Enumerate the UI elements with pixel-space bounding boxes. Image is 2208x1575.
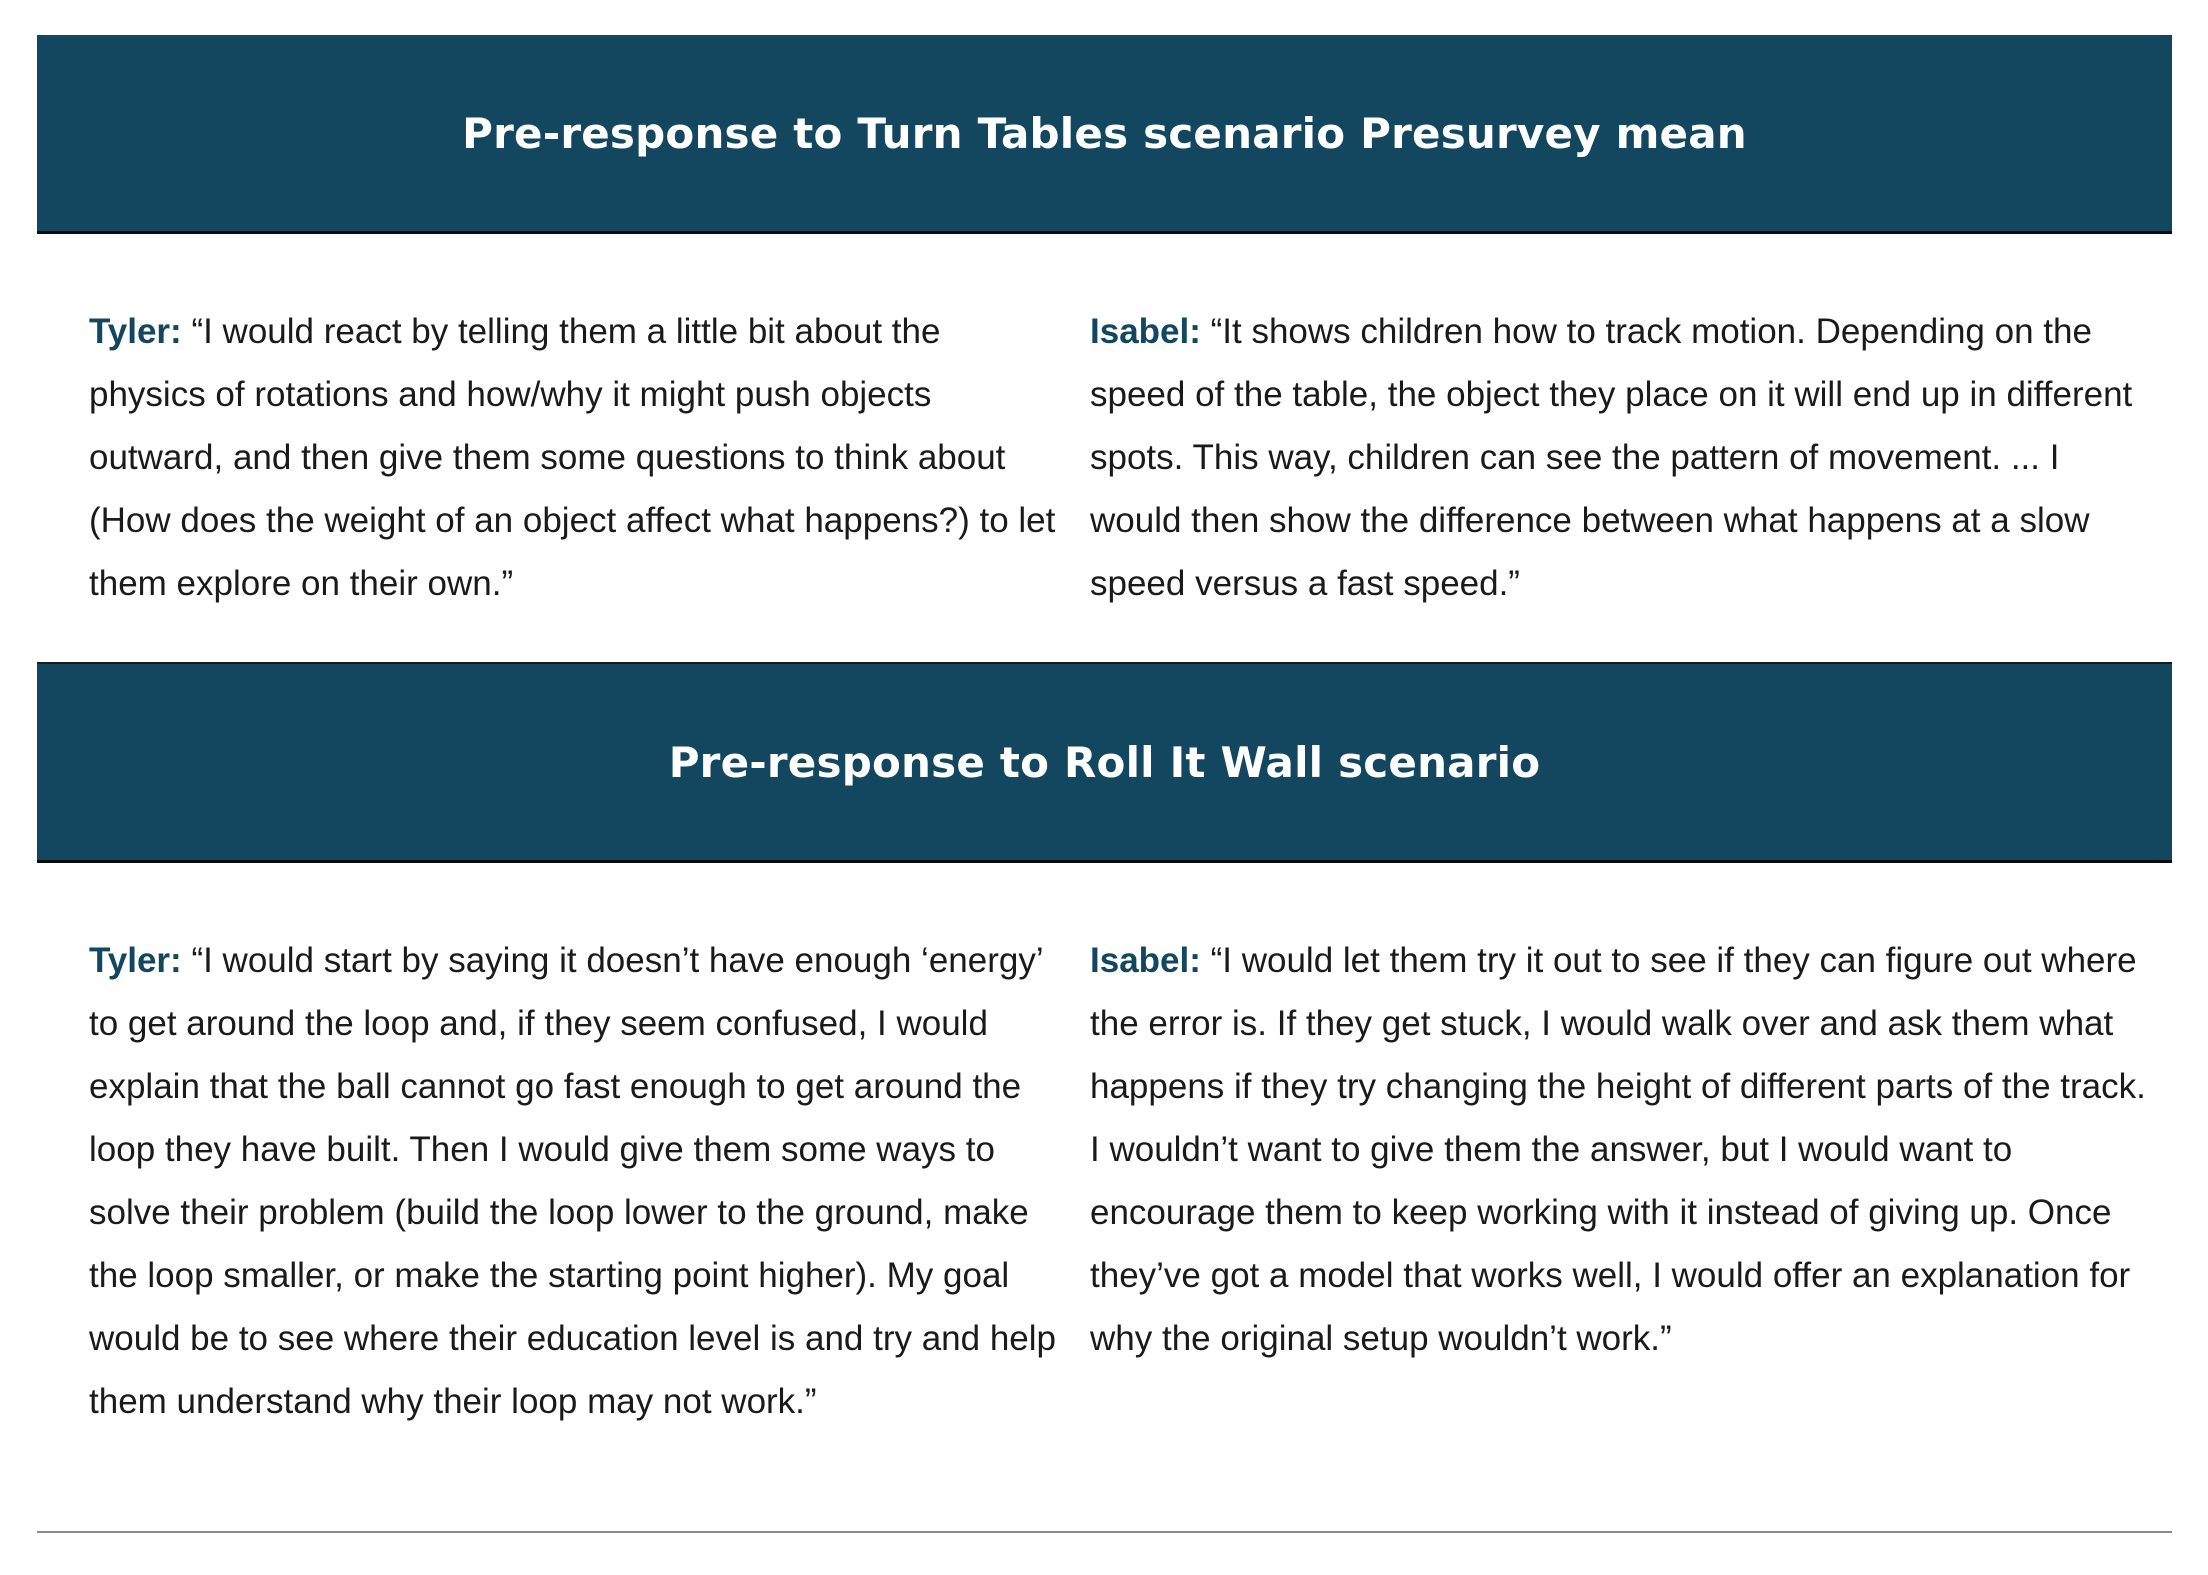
response-quote: “I would let them try it out to see if they can figure out where the error is. If they get stuck, I would walk over and ask them what happens if they try changing the height of different parts of the track. I wouldn’t want to give them the answer, but I would want to encourage them to keep working with it instead of giving up. Once they’ve got a model that works well, I would offer an explanation for why the original setup wouldn’t work.” bbox=[1090, 941, 2146, 1358]
scenario-responses-table bbox=[37, 35, 2172, 1533]
section-header-turn-tables bbox=[37, 35, 2172, 234]
section-header-roll-it-wall bbox=[37, 664, 2172, 863]
response-tyler bbox=[37, 929, 1090, 1531]
speaker-name: Isabel: bbox=[1090, 941, 1201, 980]
section-title: Pre-response to Turn Tables scenario Presurvey mean bbox=[462, 108, 1747, 158]
section-title: Pre-response to Roll It Wall scenario bbox=[668, 737, 1541, 787]
section-body-turn-tables bbox=[37, 234, 2172, 664]
speaker-name: Tyler: bbox=[89, 312, 182, 351]
speaker-name: Isabel: bbox=[1090, 312, 1201, 351]
speaker-name: Tyler: bbox=[89, 941, 182, 980]
response-tyler bbox=[37, 300, 1090, 662]
section-body-roll-it-wall bbox=[37, 863, 2172, 1533]
response-quote: “It shows children how to track motion. Depending on the speed of the table, the object they place on it will end up in different spots. This way, children can see the pattern of movement. ... I would then show the difference between what happens at a slow speed versus a fast speed.” bbox=[1090, 312, 2133, 603]
response-quote: “I would react by telling them a little bit about the physics of rotations and how/why it might push objects outward, and then give them some questions to think about (How does the weight of an object affect what happens?) to let them explore on their own.” bbox=[89, 312, 1056, 603]
response-isabel bbox=[1090, 929, 2172, 1531]
response-isabel bbox=[1090, 300, 2172, 662]
response-quote: “I would start by saying it doesn’t have enough ‘energy’ to get around the loop and, if they seem confused, I would explain that the ball cannot go fast enough to get around the loop they have built. Then I would give them some ways to solve their problem (build the loop lower to the ground, make the loop smaller, or make the starting point higher). My goal would be to see where their education level is and try and help them understand why their loop may not work.” bbox=[89, 941, 1056, 1421]
